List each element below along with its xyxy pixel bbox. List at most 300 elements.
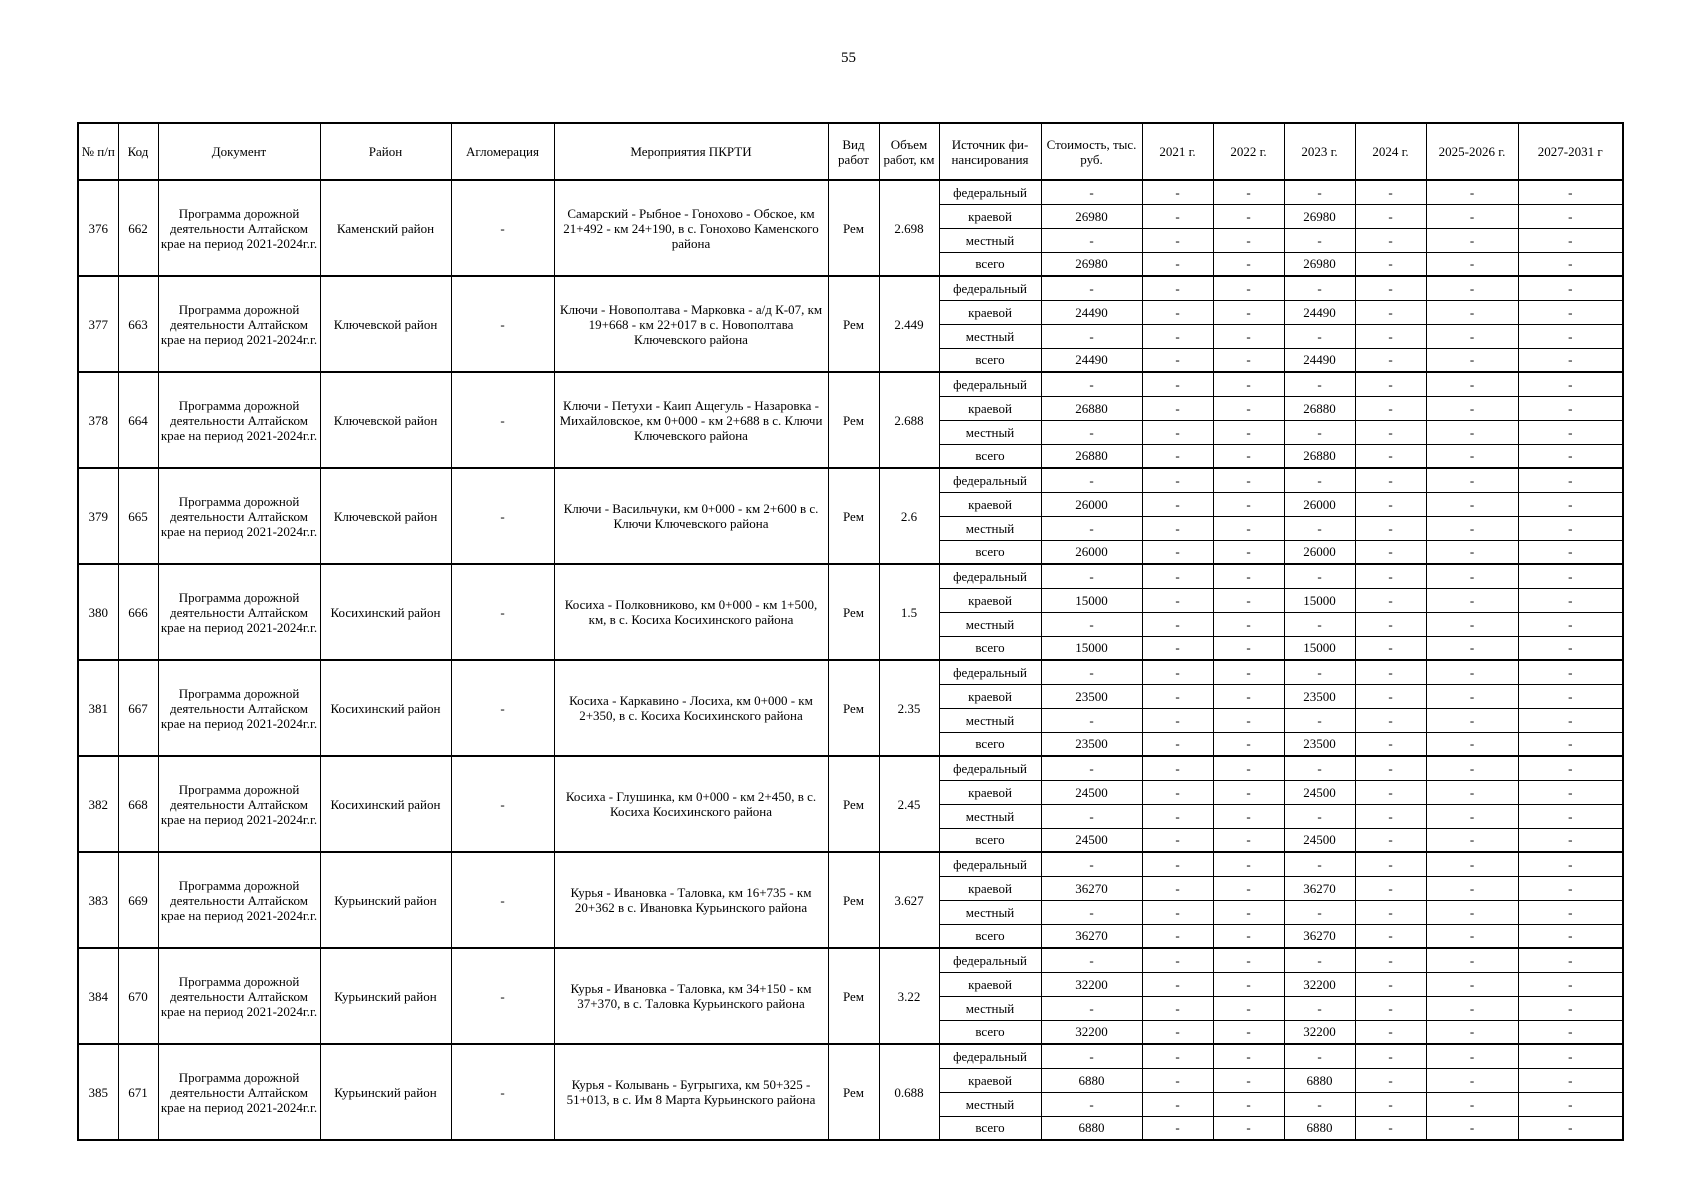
row-work-type: Рем	[828, 276, 879, 372]
header-code: Код	[118, 123, 158, 180]
year-value: -	[1518, 492, 1623, 516]
year-value: -	[1355, 828, 1426, 852]
funding-source: местный	[939, 708, 1041, 732]
funding-source: федеральный	[939, 1044, 1041, 1068]
year-value: -	[1426, 324, 1518, 348]
cost-value: 26880	[1041, 396, 1142, 420]
funding-source: местный	[939, 420, 1041, 444]
year-value: -	[1355, 780, 1426, 804]
cost-value: -	[1041, 372, 1142, 396]
year-value: -	[1518, 1116, 1623, 1140]
row-document: Программа дорожной деятельности Алтайском крае на период 2021-2024г.г.	[158, 948, 320, 1044]
year-value: -	[1426, 300, 1518, 324]
year-value: -	[1518, 372, 1623, 396]
year-value: -	[1426, 1044, 1518, 1068]
year-value: -	[1213, 636, 1284, 660]
row-work-type: Рем	[828, 948, 879, 1044]
year-value: -	[1518, 636, 1623, 660]
cost-value: -	[1041, 1044, 1142, 1068]
funding-source: всего	[939, 828, 1041, 852]
year-value: -	[1518, 588, 1623, 612]
year-value: -	[1518, 780, 1623, 804]
year-value: -	[1213, 300, 1284, 324]
row-agglomeration: -	[451, 180, 554, 276]
year-value: -	[1355, 540, 1426, 564]
row-district: Косихинский район	[320, 564, 451, 660]
year-value: -	[1213, 996, 1284, 1020]
year-value: -	[1213, 588, 1284, 612]
row-work-type: Рем	[828, 468, 879, 564]
cost-value: 15000	[1041, 588, 1142, 612]
year-value: -	[1355, 876, 1426, 900]
year-value: -	[1518, 276, 1623, 300]
year-value: -	[1518, 516, 1623, 540]
row-measure: Самарский - Рыбное - Гонохово - Обское, км 21+492 - км 24+190, в с. Гонохово Каменского района	[554, 180, 828, 276]
year-value: -	[1142, 900, 1213, 924]
year-value: -	[1426, 972, 1518, 996]
year-value: -	[1213, 660, 1284, 684]
cost-value: -	[1041, 564, 1142, 588]
year-value: -	[1213, 372, 1284, 396]
header-2023: 2023 г.	[1284, 123, 1355, 180]
row-code: 670	[118, 948, 158, 1044]
year-value: -	[1518, 732, 1623, 756]
funding-source: местный	[939, 516, 1041, 540]
year-value: -	[1518, 708, 1623, 732]
funding-source: всего	[939, 732, 1041, 756]
row-agglomeration: -	[451, 660, 554, 756]
year-value: -	[1142, 324, 1213, 348]
cost-value: 26000	[1041, 492, 1142, 516]
year-value: -	[1142, 804, 1213, 828]
funding-source: всего	[939, 924, 1041, 948]
row-agglomeration: -	[451, 276, 554, 372]
year-value: -	[1518, 228, 1623, 252]
year-value: -	[1213, 180, 1284, 204]
year-value: -	[1518, 444, 1623, 468]
year-value: 15000	[1284, 588, 1355, 612]
year-value: -	[1426, 660, 1518, 684]
year-value: -	[1426, 900, 1518, 924]
year-value: -	[1142, 420, 1213, 444]
row-code: 671	[118, 1044, 158, 1140]
cost-value: -	[1041, 708, 1142, 732]
row-code: 668	[118, 756, 158, 852]
cost-value: -	[1041, 516, 1142, 540]
year-value: -	[1426, 444, 1518, 468]
table-row	[78, 852, 1623, 876]
row-work-type: Рем	[828, 564, 879, 660]
header-work-type: Вид работ	[828, 123, 879, 180]
year-value: -	[1284, 180, 1355, 204]
year-value: -	[1213, 1020, 1284, 1044]
year-value: -	[1284, 468, 1355, 492]
funding-source: федеральный	[939, 948, 1041, 972]
year-value: -	[1518, 828, 1623, 852]
year-value: -	[1426, 396, 1518, 420]
year-value: -	[1142, 924, 1213, 948]
year-value: -	[1426, 276, 1518, 300]
funding-source: местный	[939, 324, 1041, 348]
year-value: -	[1142, 1092, 1213, 1116]
year-value: -	[1355, 180, 1426, 204]
year-value: -	[1426, 420, 1518, 444]
row-work-type: Рем	[828, 1044, 879, 1140]
page-number: 55	[841, 50, 856, 66]
table-row	[78, 468, 1623, 492]
cost-value: 26980	[1041, 252, 1142, 276]
year-value: -	[1355, 204, 1426, 228]
funding-source: краевой	[939, 588, 1041, 612]
year-value: -	[1142, 540, 1213, 564]
year-value: -	[1213, 1068, 1284, 1092]
header-volume: Объем работ, км	[879, 123, 939, 180]
year-value: -	[1355, 564, 1426, 588]
row-document: Программа дорожной деятельности Алтайском крае на период 2021-2024г.г.	[158, 468, 320, 564]
funding-source: краевой	[939, 492, 1041, 516]
row-measure: Ключи - Петухи - Каип Ащегуль - Назаровка - Михайловское, км 0+000 - км 2+688 в с. Ключи Ключевского района	[554, 372, 828, 468]
year-value: -	[1142, 1116, 1213, 1140]
funding-source: всего	[939, 252, 1041, 276]
row-code: 666	[118, 564, 158, 660]
cost-value: -	[1041, 612, 1142, 636]
year-value: -	[1213, 780, 1284, 804]
row-document: Программа дорожной деятельности Алтайском крае на период 2021-2024г.г.	[158, 756, 320, 852]
year-value: -	[1355, 1044, 1426, 1068]
cost-value: 24490	[1041, 300, 1142, 324]
year-value: -	[1213, 540, 1284, 564]
row-document: Программа дорожной деятельности Алтайском крае на период 2021-2024г.г.	[158, 1044, 320, 1140]
year-value: -	[1213, 948, 1284, 972]
year-value: -	[1355, 996, 1426, 1020]
year-value: -	[1426, 564, 1518, 588]
year-value: 24490	[1284, 300, 1355, 324]
year-value: -	[1518, 660, 1623, 684]
row-code: 667	[118, 660, 158, 756]
row-document: Программа дорожной деятельности Алтайском крае на период 2021-2024г.г.	[158, 660, 320, 756]
funding-source: местный	[939, 900, 1041, 924]
funding-source: местный	[939, 1092, 1041, 1116]
row-volume: 3.22	[879, 948, 939, 1044]
row-code: 665	[118, 468, 158, 564]
year-value: -	[1355, 348, 1426, 372]
year-value: -	[1284, 420, 1355, 444]
header-2022: 2022 г.	[1213, 123, 1284, 180]
year-value: -	[1518, 756, 1623, 780]
year-value: -	[1142, 588, 1213, 612]
year-value: -	[1426, 372, 1518, 396]
row-number: 385	[78, 1044, 118, 1140]
row-district: Курьинский район	[320, 948, 451, 1044]
table-row	[78, 372, 1623, 396]
year-value: -	[1142, 660, 1213, 684]
year-value: -	[1213, 348, 1284, 372]
row-document: Программа дорожной деятельности Алтайском крае на период 2021-2024г.г.	[158, 372, 320, 468]
cost-value: -	[1041, 1092, 1142, 1116]
year-value: 26000	[1284, 492, 1355, 516]
year-value: -	[1518, 612, 1623, 636]
year-value: -	[1213, 972, 1284, 996]
header-cost: Стоимость, тыс. руб.	[1041, 123, 1142, 180]
row-volume: 2.35	[879, 660, 939, 756]
row-work-type: Рем	[828, 660, 879, 756]
year-value: -	[1213, 396, 1284, 420]
year-value: -	[1355, 444, 1426, 468]
year-value: -	[1213, 924, 1284, 948]
year-value: -	[1213, 324, 1284, 348]
year-value: -	[1213, 228, 1284, 252]
year-value: 15000	[1284, 636, 1355, 660]
row-volume: 2.45	[879, 756, 939, 852]
row-district: Ключевской район	[320, 276, 451, 372]
funding-source: федеральный	[939, 372, 1041, 396]
row-code: 664	[118, 372, 158, 468]
cost-value: -	[1041, 276, 1142, 300]
funding-source: федеральный	[939, 756, 1041, 780]
header-2025-2026: 2025-2026 г.	[1426, 123, 1518, 180]
year-value: -	[1355, 468, 1426, 492]
funding-source: всего	[939, 1116, 1041, 1140]
year-value: 6880	[1284, 1116, 1355, 1140]
row-district: Курьинский район	[320, 1044, 451, 1140]
year-value: -	[1426, 1116, 1518, 1140]
year-value: -	[1355, 372, 1426, 396]
year-value: -	[1142, 372, 1213, 396]
year-value: -	[1213, 276, 1284, 300]
row-code: 663	[118, 276, 158, 372]
year-value: -	[1355, 804, 1426, 828]
row-measure: Косиха - Глушинка, км 0+000 - км 2+450, в с. Косиха Косихинского района	[554, 756, 828, 852]
year-value: -	[1426, 852, 1518, 876]
year-value: -	[1142, 468, 1213, 492]
row-measure: Курья - Колывань - Бугрыгиха, км 50+325 - 51+013, в с. Им 8 Марта Курьинского района	[554, 1044, 828, 1140]
funding-source: федеральный	[939, 660, 1041, 684]
cost-value: 6880	[1041, 1068, 1142, 1092]
funding-source: местный	[939, 228, 1041, 252]
row-district: Косихинский район	[320, 660, 451, 756]
year-value: -	[1355, 516, 1426, 540]
row-work-type: Рем	[828, 180, 879, 276]
row-number: 379	[78, 468, 118, 564]
header-2021: 2021 г.	[1142, 123, 1213, 180]
year-value: -	[1142, 1068, 1213, 1092]
year-value: 24500	[1284, 828, 1355, 852]
table-row	[78, 180, 1623, 204]
row-district: Курьинский район	[320, 852, 451, 948]
cost-value: -	[1041, 756, 1142, 780]
year-value: -	[1213, 492, 1284, 516]
year-value: -	[1355, 684, 1426, 708]
year-value: -	[1355, 396, 1426, 420]
table-row	[78, 948, 1623, 972]
year-value: -	[1213, 468, 1284, 492]
year-value: 32200	[1284, 972, 1355, 996]
year-value: -	[1426, 1020, 1518, 1044]
year-value: -	[1142, 612, 1213, 636]
year-value: -	[1426, 828, 1518, 852]
year-value: -	[1213, 252, 1284, 276]
year-value: -	[1355, 324, 1426, 348]
cost-value: 26000	[1041, 540, 1142, 564]
year-value: -	[1355, 756, 1426, 780]
funding-source: местный	[939, 612, 1041, 636]
cost-value: -	[1041, 180, 1142, 204]
year-value: -	[1213, 804, 1284, 828]
cost-value: 26880	[1041, 444, 1142, 468]
row-agglomeration: -	[451, 948, 554, 1044]
row-agglomeration: -	[451, 1044, 554, 1140]
row-district: Ключевской район	[320, 468, 451, 564]
funding-source: федеральный	[939, 564, 1041, 588]
funding-source: краевой	[939, 876, 1041, 900]
year-value: -	[1213, 444, 1284, 468]
year-value: -	[1426, 732, 1518, 756]
year-value: -	[1426, 708, 1518, 732]
year-value: -	[1284, 228, 1355, 252]
cost-value: 24490	[1041, 348, 1142, 372]
funding-source: краевой	[939, 300, 1041, 324]
header-2024: 2024 г.	[1355, 123, 1426, 180]
year-value: -	[1284, 1092, 1355, 1116]
funding-source: всего	[939, 444, 1041, 468]
cost-value: 26980	[1041, 204, 1142, 228]
row-district: Косихинский район	[320, 756, 451, 852]
year-value: -	[1142, 828, 1213, 852]
cost-value: 24500	[1041, 828, 1142, 852]
year-value: -	[1355, 948, 1426, 972]
year-value: -	[1355, 228, 1426, 252]
year-value: -	[1355, 1020, 1426, 1044]
funding-source: всего	[939, 348, 1041, 372]
table-row	[78, 756, 1623, 780]
year-value: 26980	[1284, 204, 1355, 228]
row-volume: 3.627	[879, 852, 939, 948]
cost-value: 15000	[1041, 636, 1142, 660]
year-value: -	[1426, 1068, 1518, 1092]
table-row	[78, 660, 1623, 684]
cost-value: -	[1041, 420, 1142, 444]
row-document: Программа дорожной деятельности Алтайском крае на период 2021-2024г.г.	[158, 852, 320, 948]
year-value: -	[1518, 972, 1623, 996]
year-value: 23500	[1284, 684, 1355, 708]
year-value: -	[1426, 636, 1518, 660]
cost-value: 36270	[1041, 876, 1142, 900]
row-work-type: Рем	[828, 372, 879, 468]
year-value: 24500	[1284, 780, 1355, 804]
year-value: -	[1284, 324, 1355, 348]
funding-source: краевой	[939, 972, 1041, 996]
cost-value: -	[1041, 324, 1142, 348]
year-value: -	[1142, 1044, 1213, 1068]
cost-value: 23500	[1041, 684, 1142, 708]
year-value: -	[1142, 300, 1213, 324]
cost-value: 32200	[1041, 1020, 1142, 1044]
year-value: -	[1518, 804, 1623, 828]
year-value: -	[1355, 1092, 1426, 1116]
year-value: -	[1518, 996, 1623, 1020]
funding-source: федеральный	[939, 180, 1041, 204]
year-value: -	[1284, 948, 1355, 972]
funding-source: всего	[939, 1020, 1041, 1044]
row-measure: Косиха - Каркавино - Лосиха, км 0+000 - км 2+350, в с. Косиха Косихинского района	[554, 660, 828, 756]
year-value: -	[1142, 252, 1213, 276]
row-number: 384	[78, 948, 118, 1044]
funding-source: местный	[939, 996, 1041, 1020]
year-value: -	[1518, 1092, 1623, 1116]
year-value: -	[1426, 804, 1518, 828]
year-value: 26880	[1284, 444, 1355, 468]
row-number: 380	[78, 564, 118, 660]
row-agglomeration: -	[451, 372, 554, 468]
cost-value: -	[1041, 228, 1142, 252]
year-value: -	[1213, 612, 1284, 636]
year-value: 23500	[1284, 732, 1355, 756]
year-value: -	[1518, 1020, 1623, 1044]
header-measures: Мероприятия ПКРТИ	[554, 123, 828, 180]
funding-source: краевой	[939, 780, 1041, 804]
row-volume: 2.698	[879, 180, 939, 276]
table-row	[78, 276, 1623, 300]
year-value: -	[1284, 852, 1355, 876]
year-value: -	[1142, 180, 1213, 204]
header-2027-2031: 2027-2031 г	[1518, 123, 1623, 180]
year-value: -	[1142, 228, 1213, 252]
year-value: -	[1355, 708, 1426, 732]
year-value: -	[1142, 852, 1213, 876]
cost-value: -	[1041, 660, 1142, 684]
year-value: -	[1355, 1068, 1426, 1092]
year-value: -	[1426, 684, 1518, 708]
year-value: -	[1213, 1116, 1284, 1140]
header-row	[78, 123, 1623, 180]
year-value: -	[1213, 1092, 1284, 1116]
table-body	[78, 180, 1623, 1140]
year-value: -	[1213, 516, 1284, 540]
row-number: 378	[78, 372, 118, 468]
row-measure: Ключи - Новополтава - Марковка - а/д К-07, км 19+668 - км 22+017 в с. Новополтава Ключевского района	[554, 276, 828, 372]
row-measure: Ключи - Васильчуки, км 0+000 - км 2+600 в с. Ключи Ключевского района	[554, 468, 828, 564]
year-value: -	[1518, 300, 1623, 324]
year-value: 6880	[1284, 1068, 1355, 1092]
year-value: -	[1355, 420, 1426, 444]
year-value: -	[1213, 876, 1284, 900]
year-value: 32200	[1284, 1020, 1355, 1044]
cost-value: -	[1041, 804, 1142, 828]
year-value: -	[1142, 684, 1213, 708]
row-work-type: Рем	[828, 852, 879, 948]
row-measure: Косиха - Полковниково, км 0+000 - км 1+500, км, в с. Косиха Косихинского района	[554, 564, 828, 660]
table-row	[78, 1044, 1623, 1068]
year-value: -	[1426, 180, 1518, 204]
year-value: -	[1213, 756, 1284, 780]
year-value: -	[1142, 948, 1213, 972]
year-value: -	[1518, 948, 1623, 972]
year-value: -	[1426, 252, 1518, 276]
year-value: -	[1518, 564, 1623, 588]
year-value: -	[1142, 996, 1213, 1020]
year-value: -	[1284, 276, 1355, 300]
row-agglomeration: -	[451, 852, 554, 948]
year-value: -	[1518, 876, 1623, 900]
year-value: -	[1518, 852, 1623, 876]
year-value: -	[1355, 588, 1426, 612]
cost-value: 36270	[1041, 924, 1142, 948]
funding-source: всего	[939, 636, 1041, 660]
year-value: -	[1426, 876, 1518, 900]
row-volume: 0.688	[879, 1044, 939, 1140]
year-value: -	[1426, 540, 1518, 564]
year-value: -	[1284, 564, 1355, 588]
